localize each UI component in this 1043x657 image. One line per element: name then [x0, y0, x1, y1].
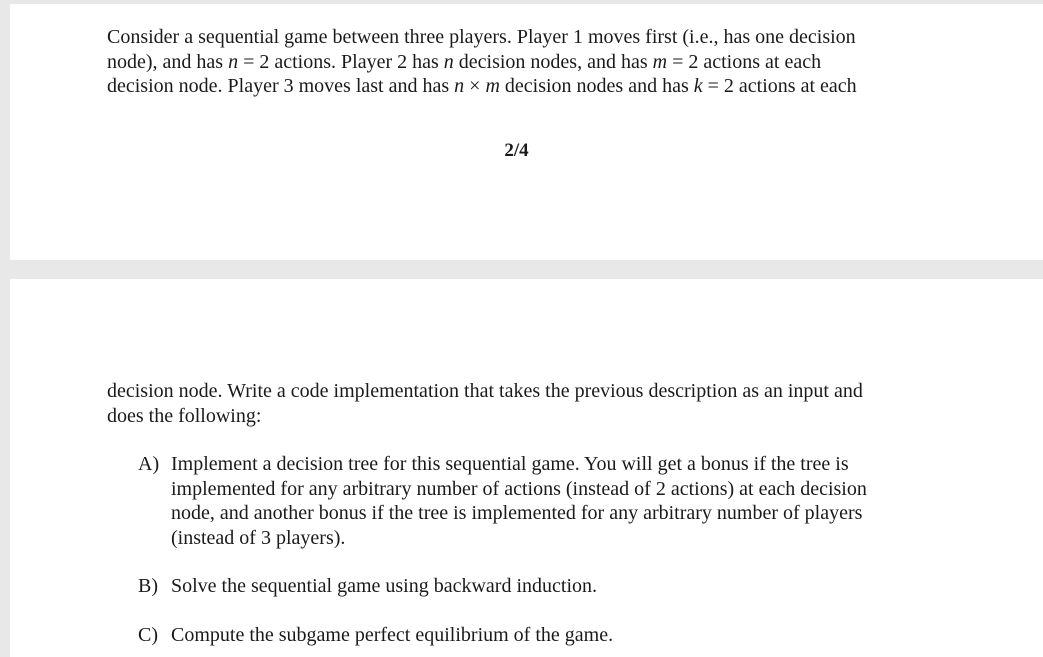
task-item-text: [171, 574, 918, 599]
task-line: Solve the sequential game using backward induction.: [171, 575, 598, 597]
math-eq-2: = 2: [667, 50, 699, 73]
math-n: n: [454, 75, 465, 97]
task-item-b: [138, 574, 918, 599]
math-n: n: [228, 50, 239, 73]
math-n: n: [443, 50, 454, 73]
intro-paragraph: [107, 25, 937, 99]
math-m: m: [485, 75, 500, 97]
task-line: node, and another bonus if the tree is implemented for any arbitrary number of players: [171, 502, 863, 524]
page-top: [10, 4, 1043, 260]
math-times: ×: [464, 75, 486, 97]
continuation-paragraph: [107, 379, 937, 428]
math-eq-2: = 2: [702, 75, 734, 97]
intro-line-2-text-a: node), and has: [107, 50, 229, 73]
task-list: [138, 452, 918, 647]
list-marker: C): [138, 623, 158, 646]
list-marker: A): [138, 453, 160, 475]
task-line: (instead of 3 players).: [171, 526, 346, 549]
intro-line-3-text-c: actions at each: [733, 75, 857, 97]
intro-line-2-text-b: = 2 actions. Player 2 has: [238, 50, 444, 73]
continuation-line: does the following:: [107, 404, 262, 427]
intro-line-2-text-c: decision nodes, and has: [453, 50, 653, 73]
intro-line-1: [107, 25, 937, 50]
math-m: m: [652, 50, 668, 73]
task-item-text: [171, 452, 918, 550]
intro-line-1-text: Consider a sequential game between three players. Player 1 moves first (i.e., has one decision: [107, 26, 856, 48]
task-item-text: [171, 623, 918, 648]
task-line: implemented for any arbitrary number of actions (instead of 2 actions) at each decision: [171, 477, 867, 500]
list-marker: B): [138, 575, 158, 597]
continuation-line: decision node. Write a code implementation that takes the previous description as an input and: [107, 380, 863, 402]
task-line: Implement a decision tree for this sequential game. You will get a bonus if the tree is: [171, 453, 849, 475]
task-item-a: [138, 452, 918, 550]
math-k: k: [693, 75, 703, 97]
page-bottom: [10, 279, 1043, 657]
page-number: 2/4: [504, 140, 529, 161]
intro-line-3-text-a: decision node. Player 3 moves last and has: [107, 75, 455, 97]
intro-line-3-text-b: decision nodes and has: [499, 75, 694, 97]
task-item-c: [138, 623, 918, 648]
intro-line-2-text-d: actions at each: [698, 50, 822, 73]
intro-line-3: [107, 74, 937, 99]
task-line: Compute the subgame perfect equilibrium of the game.: [171, 623, 614, 646]
intro-line-2: [107, 50, 937, 75]
